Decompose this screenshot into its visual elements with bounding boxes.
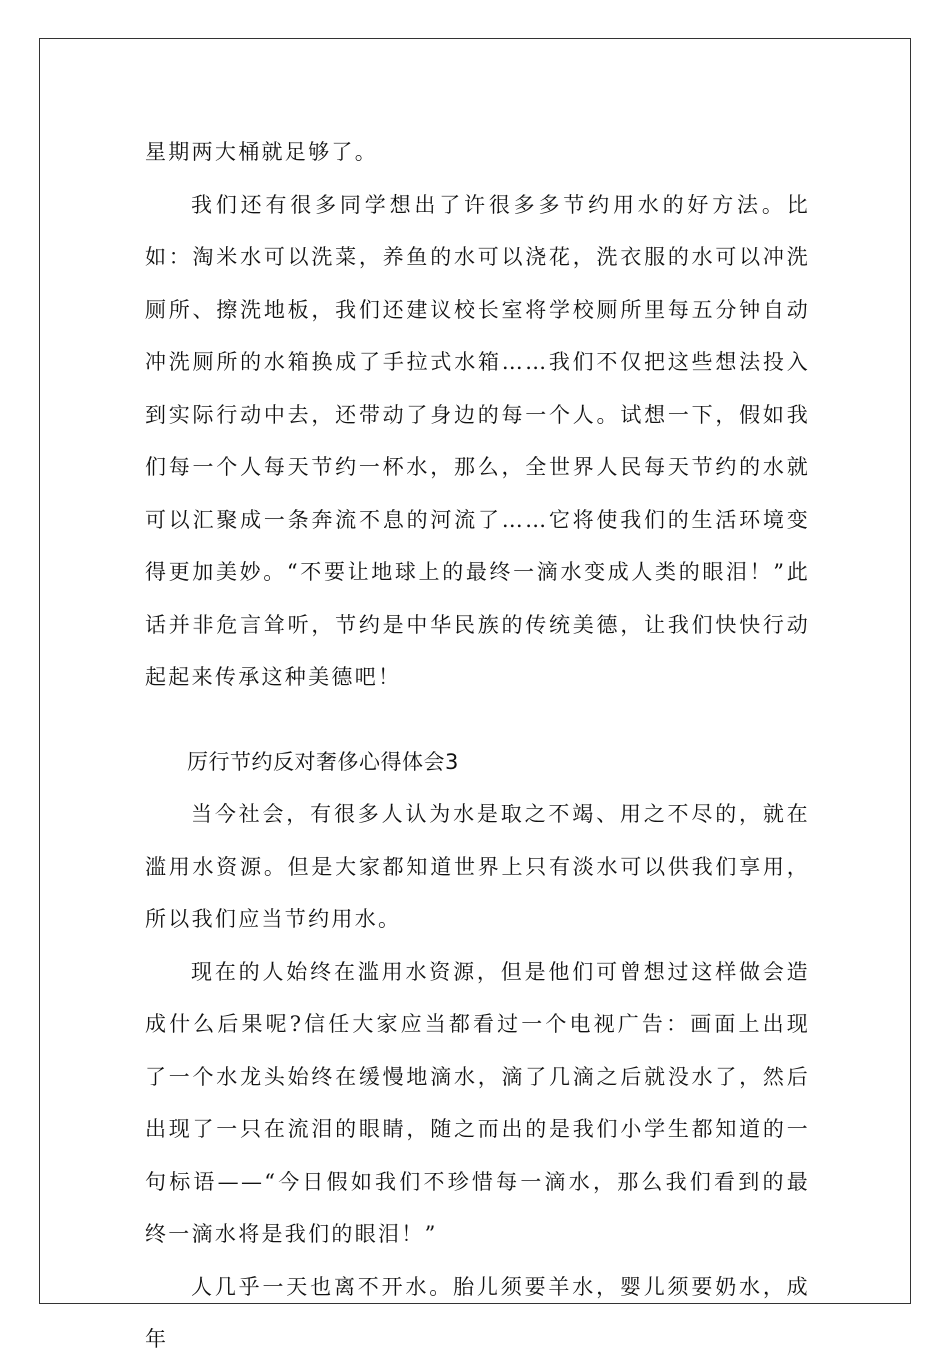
paragraph: 星期两大桶就足够了。: [145, 140, 378, 164]
document-body: [145, 126, 810, 1366]
section-title: 厉行节约反对奢侈心得体会3: [187, 749, 459, 774]
paragraph: 我们还有很多同学想出了许很多多节约用水的好方法。比如：淘米水可以洗菜，养鱼的水可以浇花，洗衣服的水可以冲洗厕所、擦洗地板，我们还建议校长室将学校厕所里每五分钟自动冲洗厕所的水箱换成了手拉式水箱……我们不仅把这些想法投入到实际行动中去，还带动了身边的每一个人。试想一下，假如我们每一个人每天节约一杯水，那么，全世界人民每天节约的水就可以汇聚成一条奔流不息的河流了……它将使我们的生活环境变得更加美妙。“不要让地球上的最终一滴水变成人类的眼泪！”此话并非危言耸听，节约是中华民族的传统美德，让我们快快行动起起来传承这种美德吧！: [145, 192, 810, 689]
paragraph: 人几乎一天也离不开水。胎儿须要羊水，婴儿须要奶水，成年: [145, 1274, 810, 1351]
paragraph: 现在的人始终在滥用水资源，但是他们可曾想过这样做会造成什么后果呢?信任大家应当都看过一个电视广告：画面上出现了一个水龙头始终在缓慢地滴水，滴了几滴之后就没水了，然后出现了一只在流泪的眼睛，随之而出的是我们小学生都知道的一句标语——“今日假如我们不珍惜每一滴水，那么我们看到的最终一滴水将是我们的眼泪！”: [145, 959, 810, 1246]
paragraph: 当今社会，有很多人认为水是取之不竭、用之不尽的，就在滥用水资源。但是大家都知道世界上只有淡水可以供我们享用，所以我们应当节约用水。: [145, 802, 810, 931]
